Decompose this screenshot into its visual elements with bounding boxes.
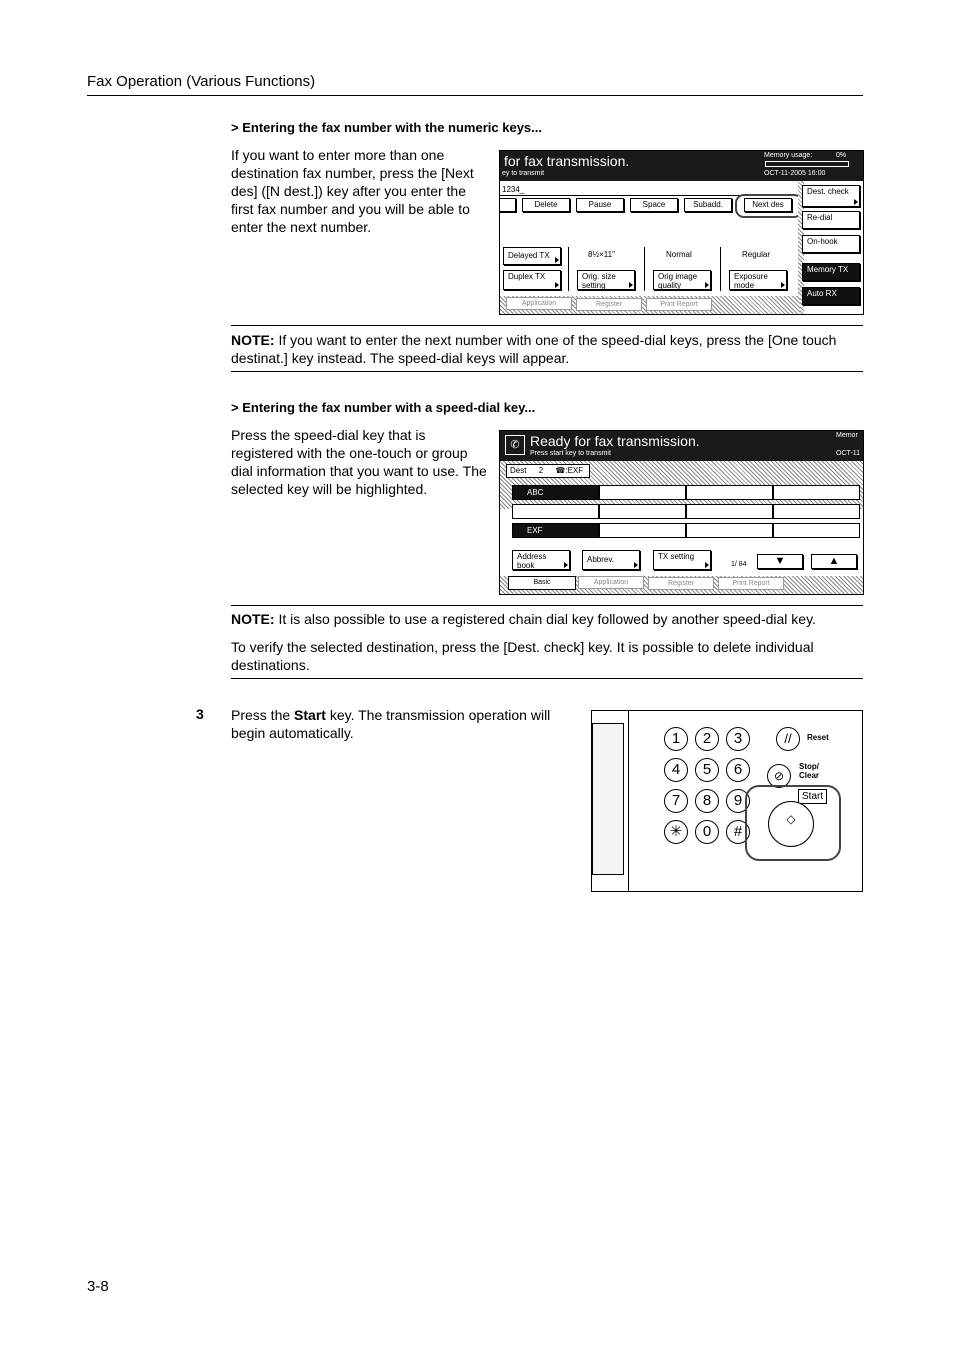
- scroll-up-button[interactable]: [811, 554, 857, 569]
- keypad-illustration: [591, 710, 863, 892]
- memory-bar: [765, 161, 849, 167]
- panel1-left-arrow-button[interactable]: [499, 198, 516, 212]
- panel1-title: for fax transmission.: [504, 153, 630, 169]
- key-0[interactable]: 0: [695, 820, 719, 844]
- speed-dial-key[interactable]: [773, 504, 860, 519]
- subadd-key[interactable]: Subadd.: [684, 198, 732, 212]
- speed-dial-key[interactable]: [773, 485, 860, 500]
- dest-label: Dest: [510, 466, 527, 475]
- dest-counter: [506, 464, 590, 478]
- duplex-tx-button[interactable]: Duplex TX: [503, 270, 561, 290]
- display-edge: [592, 723, 624, 875]
- note-2-text: It is also possible to use a registered chain dial key followed by another speed-dial key.: [274, 611, 816, 627]
- key-7[interactable]: 7: [664, 789, 688, 813]
- note-2: [231, 610, 863, 628]
- fax-panel-speed-dial: [499, 430, 864, 595]
- tab-application[interactable]: Application: [506, 297, 572, 310]
- triangle-up-icon: ▲: [828, 555, 840, 567]
- speed-dial-key[interactable]: [512, 504, 599, 519]
- speed-dial-key[interactable]: [686, 504, 773, 519]
- triangle-down-icon: ▼: [774, 555, 786, 567]
- verify-text: To verify the selected destination, press the [Dest. check] key. It is possible to delete individual destinations.: [231, 639, 814, 673]
- section2-heading: > Entering the fax number with a speed-dial key...: [231, 400, 536, 415]
- page-header: Fax Operation (Various Functions): [87, 73, 316, 90]
- start-label: Start: [798, 789, 827, 804]
- section2-text: Press the speed-dial key that is registered with the one-touch or group dial information that you want to use. The selected key will be highlighted.: [231, 427, 487, 497]
- key-asterisk[interactable]: ✳: [664, 820, 688, 844]
- delayed-tx-button[interactable]: Delayed TX: [503, 247, 561, 265]
- key-hash[interactable]: #: [726, 820, 750, 844]
- speed-dial-key[interactable]: [686, 523, 773, 538]
- auto-rx-button[interactable]: Auto RX: [802, 287, 860, 305]
- next-dest-highlight: [735, 194, 803, 218]
- panel2-subtitle: Press start key to transmit: [530, 450, 611, 457]
- panel1-memory-value: 0%: [836, 152, 847, 159]
- tab-basic[interactable]: Basic: [508, 576, 576, 590]
- key-1[interactable]: 1: [664, 727, 688, 751]
- reset-label: Reset: [807, 733, 829, 742]
- orig-size-setting-button[interactable]: Orig. size setting: [577, 270, 635, 290]
- key-6[interactable]: 6: [726, 758, 750, 782]
- space-key[interactable]: Space: [630, 198, 678, 212]
- abbrev-button[interactable]: Abbrev.: [582, 550, 640, 570]
- panel2-title: Ready for fax transmission.: [530, 433, 700, 449]
- panel2-titlebar: [500, 431, 863, 461]
- header-rule: [87, 95, 863, 96]
- start-key[interactable]: [768, 801, 814, 847]
- tab-print-report[interactable]: Print Report: [646, 298, 712, 311]
- start-diamond-icon: ◇: [786, 812, 796, 826]
- key-4[interactable]: 4: [664, 758, 688, 782]
- redial-button[interactable]: Re-dial: [802, 211, 860, 229]
- start-key-emphasis: Start: [294, 707, 326, 723]
- exposure-value: Regular: [742, 250, 771, 259]
- on-hook-button[interactable]: On-hook: [802, 235, 860, 253]
- key-2[interactable]: 2: [695, 727, 719, 751]
- section1-heading: > Entering the fax number with the numeric keys...: [231, 120, 542, 135]
- panel1-titlebar: [500, 151, 863, 181]
- speed-dial-key[interactable]: [599, 485, 686, 500]
- page-number: 3-8: [87, 1278, 109, 1295]
- stop-clear-label: Stop/ Clear: [799, 762, 820, 780]
- speed-dial-key[interactable]: [686, 485, 773, 500]
- address-book-button[interactable]: Address book: [512, 550, 570, 570]
- step-number: 3: [196, 706, 204, 722]
- dest-check-button[interactable]: Dest. check: [802, 185, 860, 207]
- panel2-memory: Memor: [836, 432, 858, 439]
- image-quality-value: Normal: [666, 250, 692, 259]
- tx-setting-button[interactable]: TX setting: [653, 550, 711, 570]
- key-3[interactable]: 3: [726, 727, 750, 751]
- note-2-label: NOTE:: [231, 611, 275, 627]
- panel1-subtitle: ey to transmit: [502, 170, 545, 177]
- panel1-memory-label: Memory usage:: [764, 152, 813, 159]
- dest-count: 2: [538, 466, 544, 475]
- exposure-mode-button[interactable]: Exposure mode: [729, 270, 787, 290]
- phone-icon: ☎: [555, 466, 566, 475]
- fax-panel-numeric: [499, 150, 864, 315]
- orig-size-value: 8½×11": [588, 250, 615, 259]
- section1-text: If you want to enter more than one destination fax number, press the [Next des] ([N dest.]) key after you enter the first fax number and you will be able to enter the next number.: [231, 147, 474, 235]
- next-dest-key[interactable]: Next des: [744, 198, 792, 212]
- speed-dial-key[interactable]: [599, 523, 686, 538]
- panel2-date: OCT-11: [836, 450, 860, 457]
- reset-icon: //: [784, 731, 792, 746]
- memory-tx-button[interactable]: Memory TX: [802, 263, 860, 281]
- reset-key[interactable]: [776, 727, 800, 751]
- scroll-down-button[interactable]: [757, 554, 803, 569]
- tab-register[interactable]: Register: [576, 298, 642, 311]
- fax-icon: ✆: [505, 435, 525, 455]
- speed-dial-exf[interactable]: EXF: [512, 523, 599, 538]
- note-1-text: If you want to enter the next number with one of the speed-dial keys, press the [One touch destinat.] key instead. The speed-dial keys will appear.: [231, 332, 837, 366]
- note-1: [231, 331, 863, 367]
- speed-dial-abc[interactable]: ABC: [512, 485, 599, 500]
- panel1-datetime: OCT-11-2005 16:00: [764, 170, 826, 177]
- speed-dial-key[interactable]: [599, 504, 686, 519]
- tab-register[interactable]: Register: [648, 577, 714, 590]
- note-1-label: NOTE:: [231, 332, 275, 348]
- key-8[interactable]: 8: [695, 789, 719, 813]
- step3-text: Press the Start key. The transmission operation will begin automatically.: [231, 707, 551, 741]
- delete-key[interactable]: Delete: [522, 198, 570, 212]
- orig-image-quality-button[interactable]: Orig image quality: [653, 270, 711, 290]
- pause-key[interactable]: Pause: [576, 198, 624, 212]
- tab-print-report[interactable]: Print Report: [718, 577, 784, 590]
- dest-value: :EXF: [565, 466, 584, 475]
- key-5[interactable]: 5: [695, 758, 719, 782]
- panel1-entry: 1234_: [502, 185, 525, 194]
- key-9[interactable]: 9: [726, 789, 750, 813]
- speed-dial-key[interactable]: [773, 523, 860, 538]
- page-indicator: 1/ 84: [731, 561, 747, 568]
- stop-clear-icon: ⊘: [773, 769, 785, 783]
- tab-application[interactable]: Application: [578, 576, 644, 589]
